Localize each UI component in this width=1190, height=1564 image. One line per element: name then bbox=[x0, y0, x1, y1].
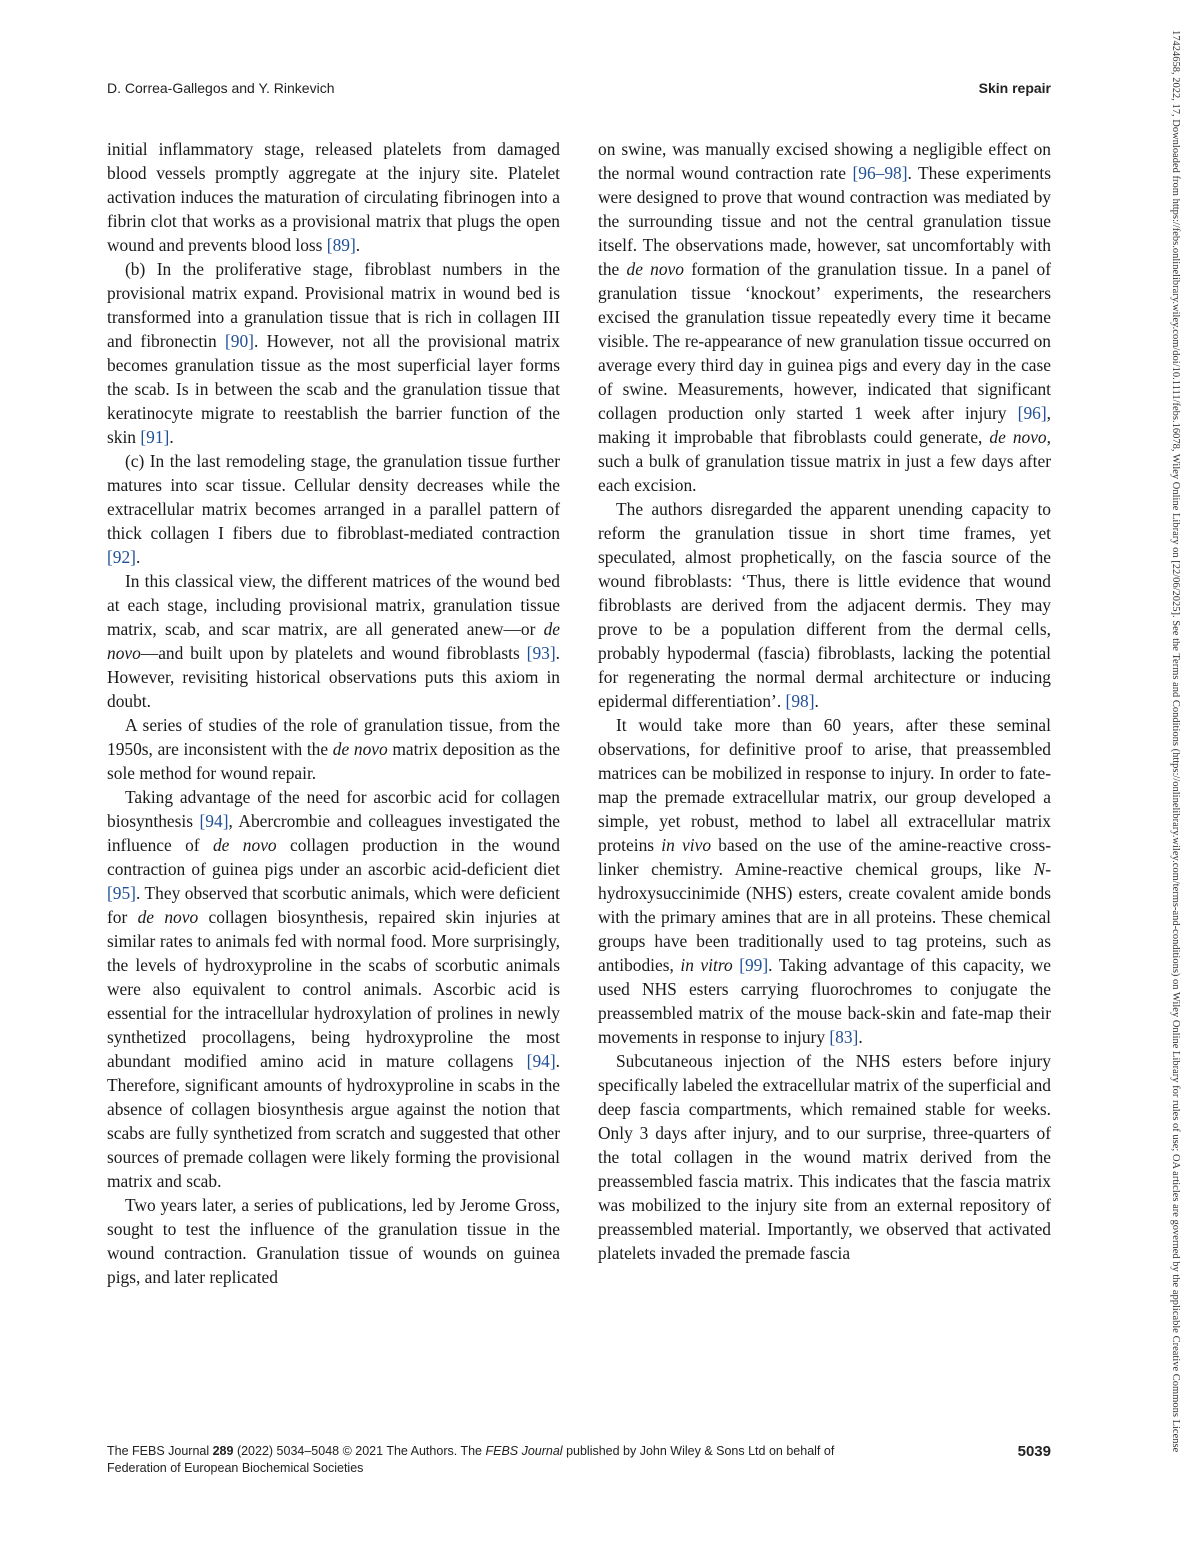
reference-link[interactable]: [96–98] bbox=[852, 163, 908, 183]
right-text-column bbox=[598, 137, 1051, 1265]
paragraph: It would take more than 60 years, after these seminal observations, for definitive proof to arise, that preassembled matrices can be mobilized in response to injury. In order to fate-map the premade extracellular matrix, our group developed a simple, yet robust, method to label all extracellular matrix proteins in vivo based on the use of the amine-reactive cross-linker chemistry. Amine-reactive chemical groups, like N-hydroxysuccinimide (NHS) esters, create covalent amide bonds with the primary amines that are in all proteins. These chemical groups have been traditionally used to tag proteins, such as antibodies, in vitro [99]. Taking advantage of this capacity, we used NHS esters carrying fluorochromes to conjugate the preassembled matrix of the mouse back-skin and fate-map their movements in response to injury [83]. bbox=[598, 715, 1051, 1047]
reference-link[interactable]: [93] bbox=[526, 643, 556, 663]
journal-citation: The FEBS Journal 289 (2022) 5034–5048 © 2021 The Authors. The FEBS Journal published by John Wiley & Sons Ltd on behalf of Federation of European Biochemical Societies bbox=[107, 1444, 835, 1475]
page-footer bbox=[107, 1443, 1051, 1477]
reference-link[interactable]: [99] bbox=[739, 955, 769, 975]
paragraph: A series of studies of the role of granulation tissue, from the 1950s, are inconsistent with the de novo matrix deposition as the sole method for wound repair. bbox=[107, 715, 560, 783]
reference-link[interactable]: [91] bbox=[140, 427, 170, 447]
side-note-text: 17424658, 2022, 17, Downloaded from https://febs.onlinelibrary.wiley.com/doi/10.1111/febs.16078, Wiley Online Library on [22/06/2025]. See the Terms and Conditions (https://onlinelibrary.wiley.com/terms-and-conditions) on Wiley Online Library for rules of use; OA articles are governed by the applicable Creative Commons License bbox=[1170, 30, 1181, 1453]
running-header bbox=[107, 80, 1051, 100]
page-number: 5039 bbox=[1017, 1443, 1051, 1460]
reference-link[interactable]: [98] bbox=[785, 691, 815, 711]
reference-link[interactable]: [95] bbox=[107, 883, 136, 903]
left-text-column bbox=[107, 137, 560, 1289]
reference-link[interactable]: [96] bbox=[1017, 403, 1047, 423]
header-authors: D. Correa-Gallegos and Y. Rinkevich bbox=[107, 80, 335, 96]
reference-link[interactable]: [90] bbox=[225, 331, 254, 351]
paragraph: The authors disregarded the apparent unending capacity to reform the granulation tissue in short time frames, yet speculated, almost prophetically, on the fascia source of the wound fibroblasts: ‘Thus, there is little evidence that wound fibroblasts are derived from the adjacent dermis. They may prove to be a population different from the dermal cells, probably hypodermal (fascia) fibroblasts, lacking the potential for regenerating the normal dermal architecture or inducing epidermal differentiation’. [98]. bbox=[598, 499, 1051, 711]
paragraph: initial inflammatory stage, released platelets from damaged blood vessels promptly aggregate at the injury site. Platelet activation induces the maturation of circulating fibrinogen into a fibrin clot that works as a provisional matrix that plugs the open wound and prevents blood loss [89]. bbox=[107, 139, 560, 255]
reference-link[interactable]: [83] bbox=[829, 1027, 859, 1047]
reference-link[interactable]: [94] bbox=[199, 811, 229, 831]
reference-link[interactable]: [89] bbox=[326, 235, 356, 255]
download-side-note bbox=[1168, 30, 1182, 1530]
paragraph: (c) In the last remodeling stage, the granulation tissue further matures into scar tissue. Cellular density decreases while the extracellular matrix becomes arranged in a parallel pattern of thick collagen I fibers due to fibroblast-mediated contraction [92]. bbox=[107, 451, 560, 567]
paragraph: In this classical view, the different matrices of the wound bed at each stage, including provisional matrix, granulation tissue matrix, scab, and scar matrix, are all generated anew—or de novo—and built upon by platelets and wound fibroblasts [93]. However, revisiting historical observations puts this axiom in doubt. bbox=[107, 571, 560, 711]
reference-link[interactable]: [92] bbox=[107, 547, 136, 567]
paragraph: on swine, was manually excised showing a negligible effect on the normal wound contraction rate [96–98]. These experiments were designed to prove that wound contraction was mediated by the surrounding tissue and not the central granulation tissue itself. The observations made, however, sat uncomfortably with the de novo formation of the granulation tissue. In a panel of granulation tissue ‘knockout’ experiments, the researchers excised the granulation tissue repeatedly every time it became visible. The re-appearance of new granulation tissue occurred on average every third day in guinea pigs and every day in the case of swine. Measurements, however, indicated that significant collagen production only started 1 week after injury [96], making it improbable that fibroblasts could generate, de novo, such a bulk of granulation tissue matrix in just a few days after each excision. bbox=[598, 139, 1051, 495]
paragraph: Subcutaneous injection of the NHS esters before injury specifically labeled the extracellular matrix of the superficial and deep fascia compartments, which remained stable for weeks. Only 3 days after injury, and to our surprise, three-quarters of the total collagen in the wound matrix derived from the preassembled fascia matrix. This indicates that the fascia matrix was mobilized to the injury site from an external repository of preassembled material. Importantly, we observed that activated platelets invaded the premade fascia bbox=[598, 1051, 1051, 1263]
reference-link[interactable]: [94] bbox=[526, 1051, 556, 1071]
paragraph: Two years later, a series of publications, led by Jerome Gross, sought to test the influence of the granulation tissue in the wound contraction. Granulation tissue of wounds on guinea pigs, and later replicated bbox=[107, 1195, 560, 1287]
header-section-title: Skin repair bbox=[978, 80, 1051, 96]
paragraph: (b) In the proliferative stage, fibroblast numbers in the provisional matrix expand. Provisional matrix in wound bed is transformed into a granulation tissue that is rich in collagen III and fibronectin [90]. However, not all the provisional matrix becomes granulation tissue as the most superficial layer forms the scab. Is in between the scab and the granulation tissue that keratinocyte migrate to reestablish the barrier function of the skin [91]. bbox=[107, 259, 560, 447]
paragraph: Taking advantage of the need for ascorbic acid for collagen biosynthesis [94], Abercrombie and colleagues investigated the influence of de novo collagen production in the wound contraction of guinea pigs under an ascorbic acid-deficient diet [95]. They observed that scorbutic animals, which were deficient for de novo collagen biosynthesis, repaired skin injuries at similar rates to animals fed with normal food. More surprisingly, the levels of hydroxyproline in the scabs of scorbutic animals were also equivalent to control animals. Ascorbic acid is essential for the intracellular hydroxylation of prolines in newly synthetized procollagens, being hydroxyproline the most abundant modified amino acid in mature collagens [94]. Therefore, significant amounts of hydroxyproline in scabs in the absence of collagen biosynthesis argue against the notion that scabs are fully synthetized from scratch and suggested that other sources of premade collagen were likely forming the provisional matrix and scab. bbox=[107, 787, 560, 1191]
